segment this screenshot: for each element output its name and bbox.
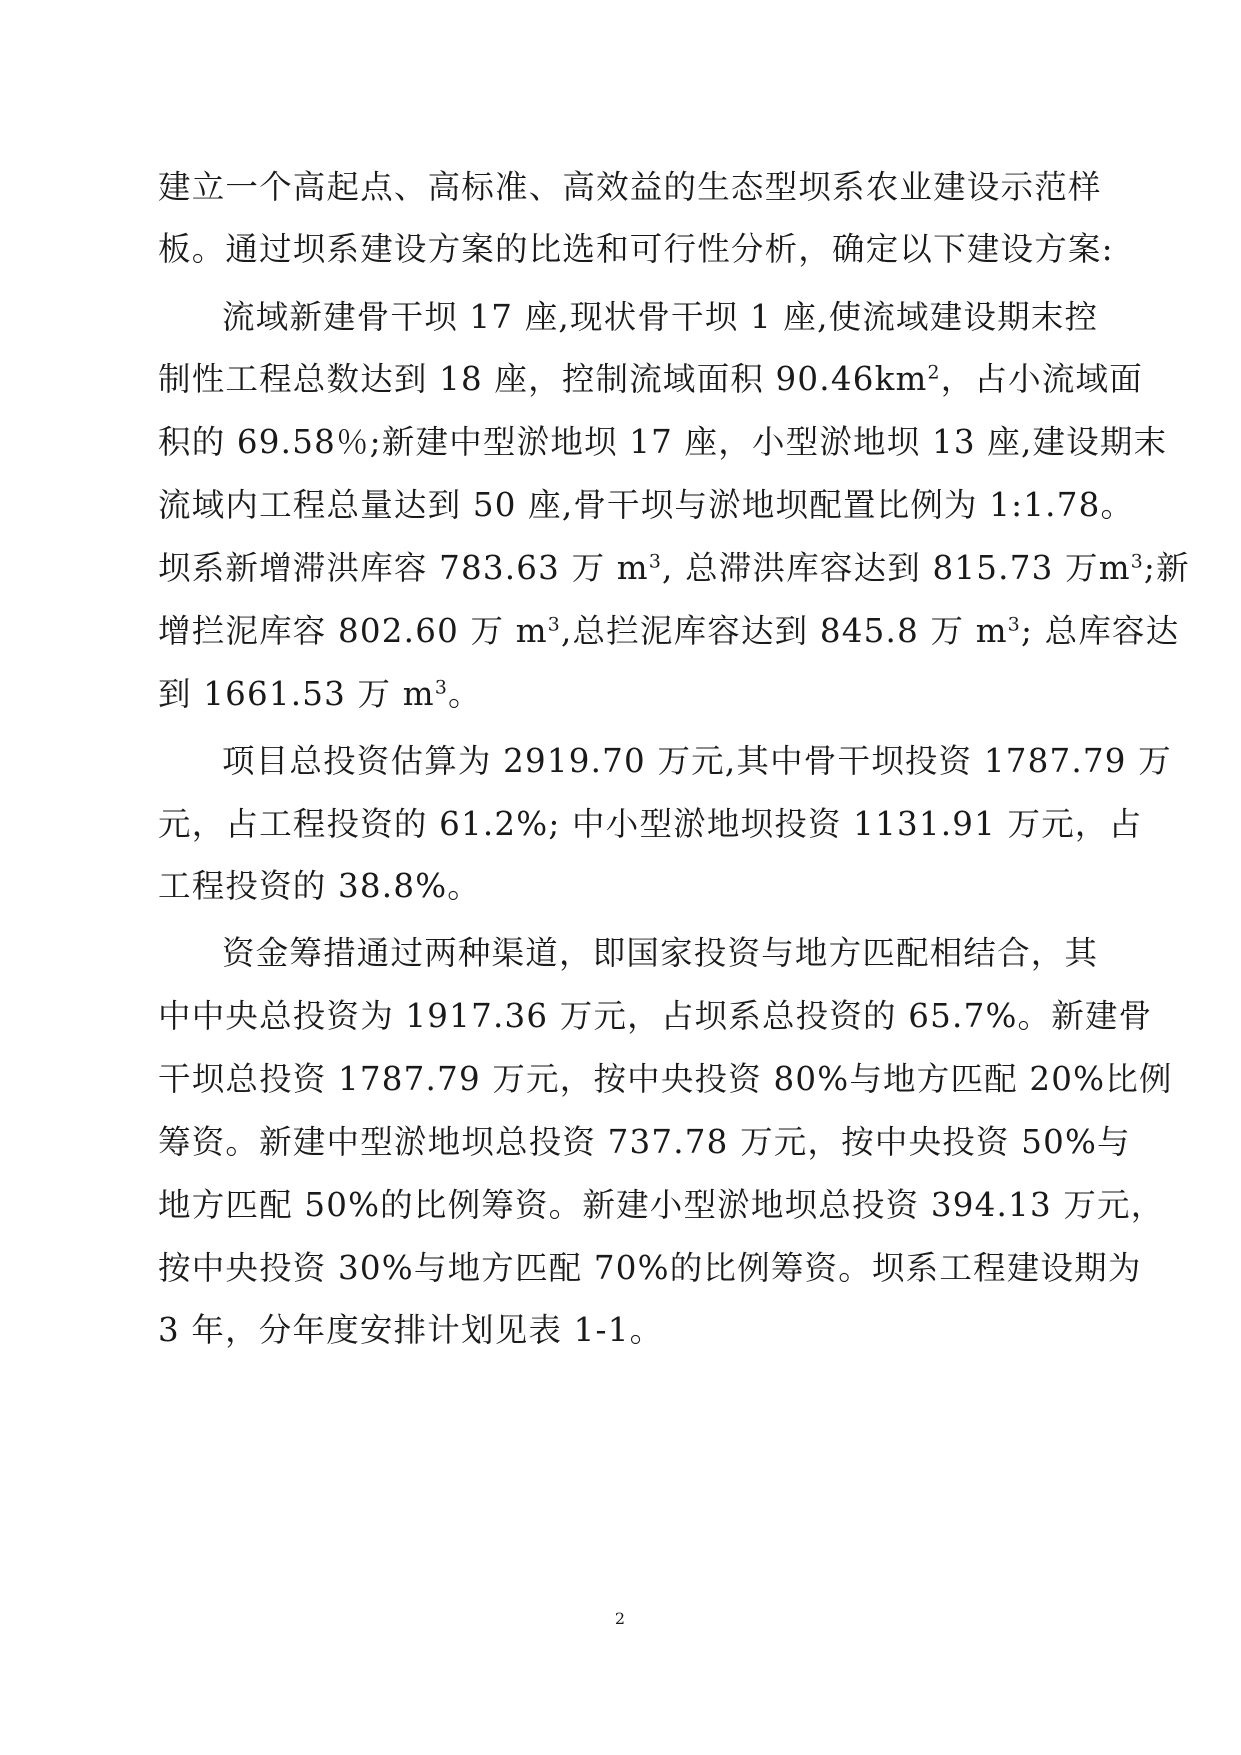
text-run: 工程投资的 38.8%。	[158, 867, 481, 905]
text-run: 地方匹配 50%的比例筹资。新建小型淤地坝总投资 394.13 万元，	[158, 1186, 1165, 1224]
superscript: 3	[1130, 551, 1144, 573]
superscript: 3	[434, 677, 449, 699]
paragraph-3-line-1	[222, 736, 1172, 786]
superscript: 2	[927, 362, 941, 384]
paragraph-4-line-1	[222, 928, 1099, 978]
paragraph-2-line-4	[158, 480, 1135, 530]
text-run: 板。通过坝系建设方案的比选和可行性分析，确定以下建设方案:	[158, 230, 1114, 268]
paragraph-2-line-2	[158, 354, 1143, 404]
text-run: 。	[448, 675, 482, 713]
text-run: 坝系新增滞洪库容 783.63 万 m	[158, 549, 649, 587]
text-run: 建立一个高起点、高标准、高效益的生态型坝系农业建设示范样	[158, 168, 1102, 206]
paragraph-4-line-7	[158, 1305, 1088, 1355]
text-run: 流域新建骨干坝 17 座,现状骨干坝 1 座,使流域建设期末控	[222, 298, 1099, 336]
text-run: 资金筹措通过两种渠道，即国家投资与地方匹配相结合，其	[222, 934, 1099, 972]
text-run: 筹资。新建中型淤地坝总投资 737.78 万元，按中央投资 50%与	[158, 1123, 1131, 1161]
text-run: 到 1661.53 万 m	[158, 675, 435, 713]
paragraph-3-line-3	[158, 861, 1088, 911]
text-run: , 总滞洪库容达到 815.73 万m	[662, 549, 1131, 587]
paragraph-4-line-6	[158, 1243, 1142, 1293]
text-run: 制性工程总数达到 18 座，控制流域面积 90.46km	[158, 360, 928, 398]
text-run: 按中央投资 30%与地方匹配 70%的比例筹资。坝系工程建设期为	[158, 1249, 1142, 1287]
text-run: ，占小流域面	[940, 360, 1143, 398]
text-run: ,总拦泥库容达到 845.8 万 m	[560, 612, 1008, 650]
text-run: 元，占工程投资的 61.2%; 中小型淤地坝投资 1131.91 万元，占	[158, 805, 1143, 843]
paragraph-2-line-7	[158, 669, 1088, 719]
text-run: 流域内工程总量达到 50 座,骨干坝与淤地坝配置比例为 1:1.78。	[158, 486, 1135, 524]
paragraph-2-line-1	[222, 292, 1099, 342]
text-run: ; 总库容达	[1020, 612, 1180, 650]
page-number: 2	[614, 1609, 626, 1628]
paragraph-4-line-2	[158, 991, 1153, 1041]
paragraph-4-line-3	[158, 1054, 1173, 1104]
paragraph-1-line-2	[158, 224, 1114, 274]
paragraph-2-line-3	[158, 417, 1168, 467]
superscript: 3	[1007, 614, 1021, 636]
paragraph-4-line-4	[158, 1117, 1131, 1167]
paragraph-1-line-1	[158, 162, 1102, 212]
text-run: 3 年，分年度安排计划见表 1-1。	[158, 1311, 664, 1349]
paragraph-4-line-5	[158, 1180, 1165, 1230]
text-run: 中中央总投资为 1917.36 万元，占坝系总投资的 65.7%。新建骨	[158, 997, 1153, 1035]
text-run: 项目总投资估算为 2919.70 万元,其中骨干坝投资 1787.79 万	[222, 742, 1172, 780]
paragraph-2-line-6	[158, 606, 1180, 656]
text-run: 积的 69.58％;新建中型淤地坝 17 座，小型淤地坝 13 座,建设期末	[158, 423, 1168, 461]
superscript: 3	[648, 551, 663, 573]
paragraph-2-line-5	[158, 543, 1190, 593]
text-run: ;新	[1143, 549, 1190, 587]
superscript: 3	[547, 614, 561, 636]
paragraph-3-line-2	[158, 799, 1143, 849]
text-run: 增拦泥库容 802.60 万 m	[158, 612, 548, 650]
text-run: 干坝总投资 1787.79 万元，按中央投资 80%与地方匹配 20%比例	[158, 1060, 1173, 1098]
